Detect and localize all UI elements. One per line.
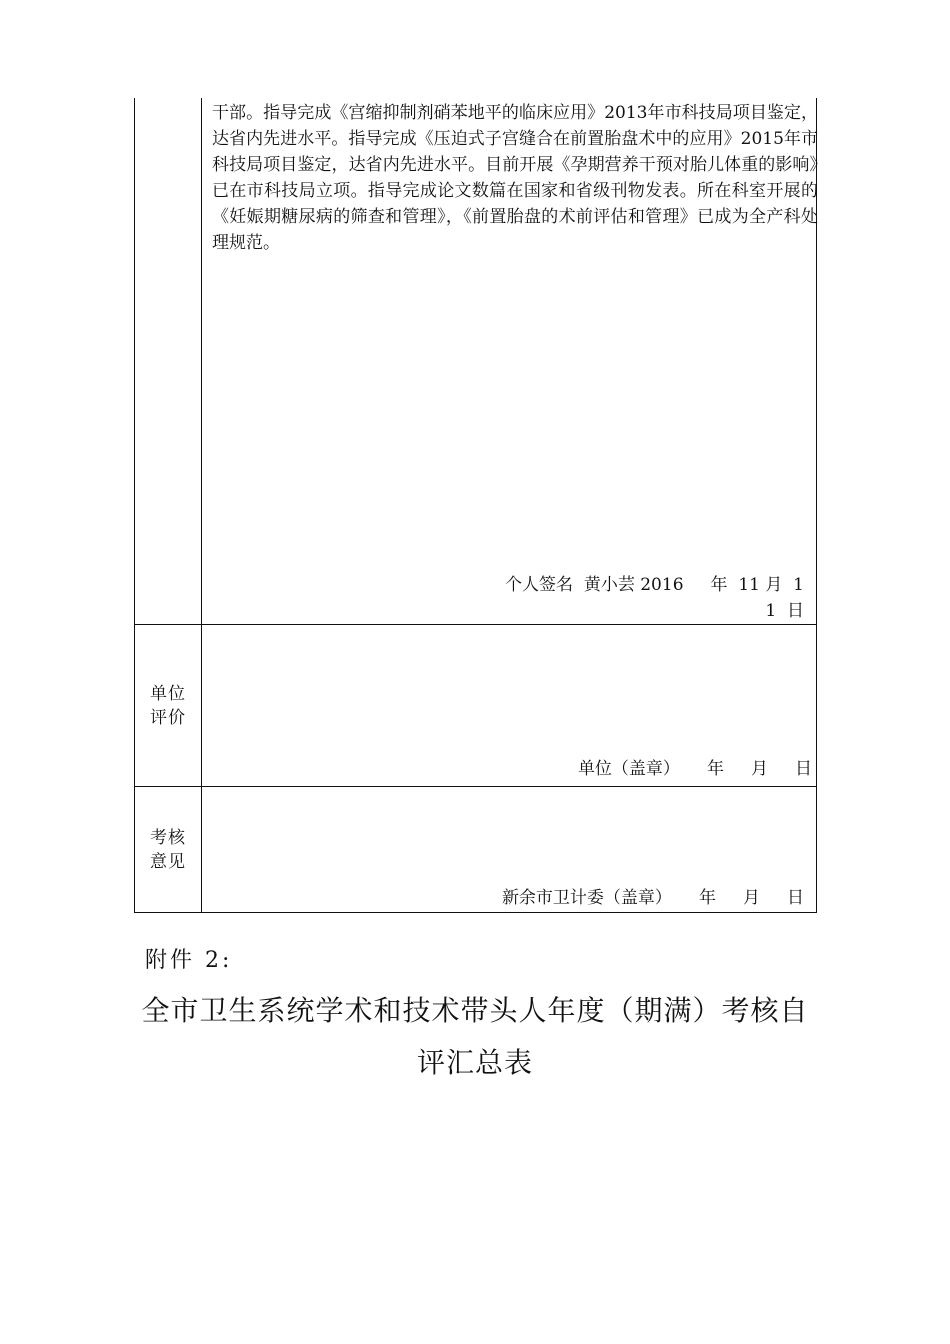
unit-evaluation-label-cell — [135, 625, 202, 786]
unit-evaluation-row — [135, 625, 816, 787]
attachment-label: 附件 2: — [145, 948, 233, 973]
page-title: 全市卫生系统学术和技术带头人年度（期满）考核自评汇总表 — [141, 994, 809, 1079]
self-summary-content-cell — [202, 98, 816, 624]
self-summary-label-cell — [135, 98, 202, 624]
assessment-opinion-label: 考核意见 — [150, 828, 186, 872]
unit-evaluation-content-cell — [202, 625, 816, 786]
personal-signature-date-end: 1 日 — [765, 601, 804, 621]
self-summary-row — [135, 98, 816, 625]
evaluation-form-table — [134, 98, 817, 913]
assessment-opinion-label-cell — [135, 787, 202, 913]
unit-seal-line: 单位（盖章） 年 月 日 — [577, 759, 812, 779]
self-summary-text: 干部。指导完成《宫缩抑制剂硝苯地平的临床应用》2013年市科技局项目鉴定，达省内先进水平。指导完成《压迫式子宫缝合在前置胎盘术中的应用》2015年市科技局项目鉴定，达省内先进水平。目前开展《孕期营养干预对胎儿体重的影响》已在市科技局立项。指导完成论文数篇在国家和省级刊物发表。所在科室开展的《妊娠期糖尿病的筛查和管理》，《前置胎盘的术前评估和管理》已成为全产科处理规范。 — [212, 103, 818, 253]
personal-signature-line: 个人签名 黄小芸 2016 年 11 月 1 — [505, 575, 804, 595]
assessment-opinion-row — [135, 787, 816, 913]
commission-seal-line: 新余市卫计委（盖章） 年 月 日 — [501, 888, 804, 908]
unit-evaluation-label: 单位评价 — [150, 683, 186, 728]
assessment-opinion-content-cell — [202, 787, 816, 913]
